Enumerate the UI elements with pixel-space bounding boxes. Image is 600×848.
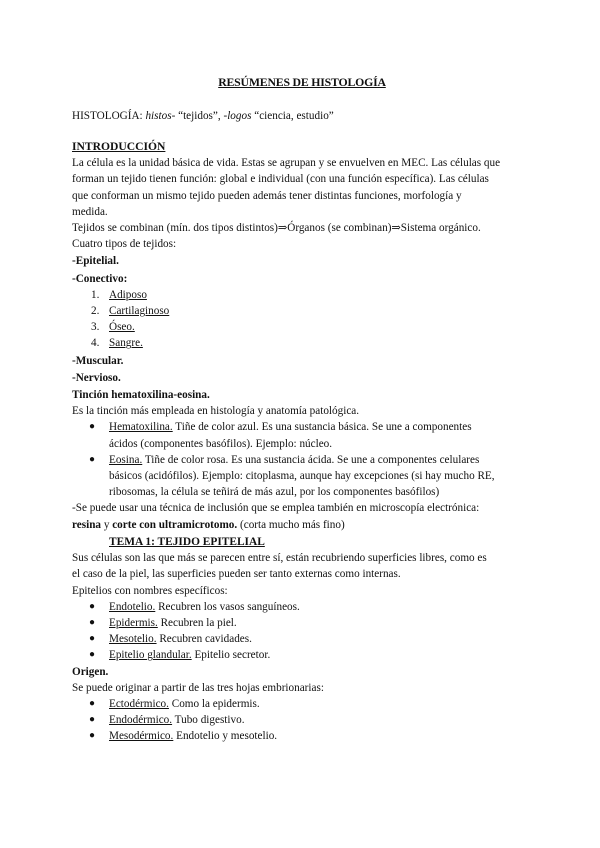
- bullet-icon: ●: [89, 633, 96, 645]
- tema1-section: [72, 534, 532, 745]
- list-item: [72, 303, 532, 319]
- conectivo-list: [72, 287, 532, 352]
- bullet-icon: ●: [89, 617, 96, 629]
- tincion-list: [72, 419, 532, 500]
- intro-line: Tejidos se combinan (mín. dos tipos distintos)⇒Órganos (se combinan)⇒Sistema orgánico.: [72, 222, 481, 235]
- term-text: básicos (acidófilos). Ejemplo: citoplasma, aunque hay excepciones (si hay mucho RE,: [109, 470, 495, 483]
- list-number: 4.: [91, 337, 100, 350]
- list-item: [72, 319, 532, 335]
- definition-tail: “ciencia, estudio”: [251, 110, 334, 122]
- bullet-icon: ●: [89, 421, 96, 433]
- list-item: [72, 452, 532, 501]
- term-text: Recubren la piel.: [157, 617, 237, 630]
- tema1-heading: TEMA 1: TEJIDO EPITELIAL: [109, 536, 265, 548]
- bullet-icon: ●: [89, 453, 96, 465]
- list-item: [72, 599, 532, 615]
- definition-lead: HISTOLOGÍA:: [72, 110, 146, 122]
- list-number: 3.: [91, 321, 100, 334]
- origen-list: [72, 696, 532, 745]
- inclusion-detail: [72, 517, 532, 533]
- list-item: [72, 712, 532, 728]
- tissue-conectivo: -Conectivo:: [72, 272, 128, 285]
- list-item: [72, 335, 532, 351]
- document-title: RESÚMENES DE HISTOLOGÍA: [218, 75, 386, 89]
- bullet-icon: ●: [89, 730, 96, 742]
- term: Ectodérmico.: [109, 698, 169, 711]
- list-item: [72, 696, 532, 712]
- tema1-line: el caso de la piel, las superficies pueden ser tanto externas como internas.: [72, 568, 401, 581]
- intro-line: forman un tejido tienen función: global e individual (con una función específica). Las células: [72, 173, 489, 186]
- term: Eosina.: [109, 453, 143, 466]
- list-item-label: Óseo.: [109, 321, 135, 334]
- term-text: Tiñe de color rosa. Es una sustancia ácida. Se une a componentes celulares: [142, 453, 480, 466]
- term-text: Tiñe de color azul. Es una sustancia básica. Se une a componentes: [172, 421, 472, 434]
- tissue-nervioso: -Nervioso.: [72, 371, 121, 384]
- term: Epitelio glandular.: [109, 649, 192, 662]
- bullet-icon: ●: [89, 698, 96, 710]
- term-text: Recubren cavidades.: [156, 633, 252, 646]
- intro-section: [72, 139, 532, 533]
- list-number: 1.: [91, 288, 100, 301]
- list-item: [72, 615, 532, 631]
- histology-definition: [72, 108, 532, 124]
- definition-histos: histos: [145, 110, 172, 122]
- term: Endotelio.: [109, 600, 156, 613]
- term-text: ribosomas, la célula se teñirá de más azul, por los componentes basófilos): [109, 486, 440, 499]
- list-item: [72, 647, 532, 663]
- term-text: Como la epidermis.: [168, 698, 260, 711]
- tema1-line: Sus células son las que más se parecen entre sí, están recubriendo superficies libres, como es: [72, 552, 487, 565]
- list-item-label: Sangre.: [109, 337, 143, 350]
- list-item: [72, 419, 532, 451]
- bullet-icon: ●: [89, 714, 96, 726]
- list-item: [72, 631, 532, 647]
- intro-line: Cuatro tipos de tejidos:: [72, 238, 177, 251]
- origen-line: Se puede originar a partir de las tres hojas embrionarias:: [72, 681, 324, 694]
- intro-line: medida.: [72, 205, 108, 218]
- intro-line: que conforman un mismo tejido pueden además tener distintas funciones, morfología y: [72, 189, 462, 202]
- tissue-epitelial: -Epitelial.: [72, 255, 119, 268]
- term: Mesodérmico.: [109, 730, 174, 743]
- inclusion-tail: (corta mucho más fino): [237, 518, 345, 531]
- term: Hematoxilina.: [109, 421, 173, 434]
- definition-logos: -logos: [223, 110, 252, 122]
- list-item-label: Adiposo: [109, 288, 147, 301]
- list-item: [72, 728, 532, 744]
- term: Epidermis.: [109, 617, 158, 630]
- term-text: Recubren los vasos sanguíneos.: [155, 600, 300, 613]
- tincion-heading: Tinción hematoxilina-eosina.: [72, 389, 210, 402]
- resina-term: resina: [72, 518, 102, 531]
- term-text: ácidos (componentes basófilos). Ejemplo: núcleo.: [109, 437, 333, 450]
- tincion-line: Es la tinción más empleada en histología y anatomía patológica.: [72, 405, 360, 418]
- epitelios-list: [72, 599, 532, 664]
- term-text: Epitelio secretor.: [191, 649, 271, 662]
- inclusion-line: -Se puede usar una técnica de inclusión que se emplea también en microscopía electrónica:: [72, 502, 480, 515]
- term-text: Endotelio y mesotelio.: [173, 730, 278, 743]
- connector-text: y: [101, 518, 113, 531]
- term: Mesotelio.: [109, 633, 157, 646]
- bullet-icon: ●: [89, 649, 96, 661]
- term: Endodérmico.: [109, 714, 173, 727]
- origen-heading: Origen.: [72, 665, 109, 678]
- tema1-line: Epitelios con nombres específicos:: [72, 584, 228, 597]
- intro-heading: INTRODUCCIÓN: [72, 140, 166, 153]
- list-item: [72, 287, 532, 303]
- bullet-icon: ●: [89, 600, 96, 612]
- list-item-label: Cartilaginoso: [109, 305, 170, 318]
- term-text: Tubo digestivo.: [172, 714, 245, 727]
- corte-term: corte con ultramicrotomo.: [112, 518, 238, 531]
- intro-line: La célula es la unidad básica de vida. Estas se agrupan y se envuelven en MEC. Las células que: [72, 157, 501, 170]
- definition-mid: - “tejidos”,: [171, 110, 224, 122]
- tissue-muscular: -Muscular.: [72, 354, 124, 367]
- list-number: 2.: [91, 305, 100, 318]
